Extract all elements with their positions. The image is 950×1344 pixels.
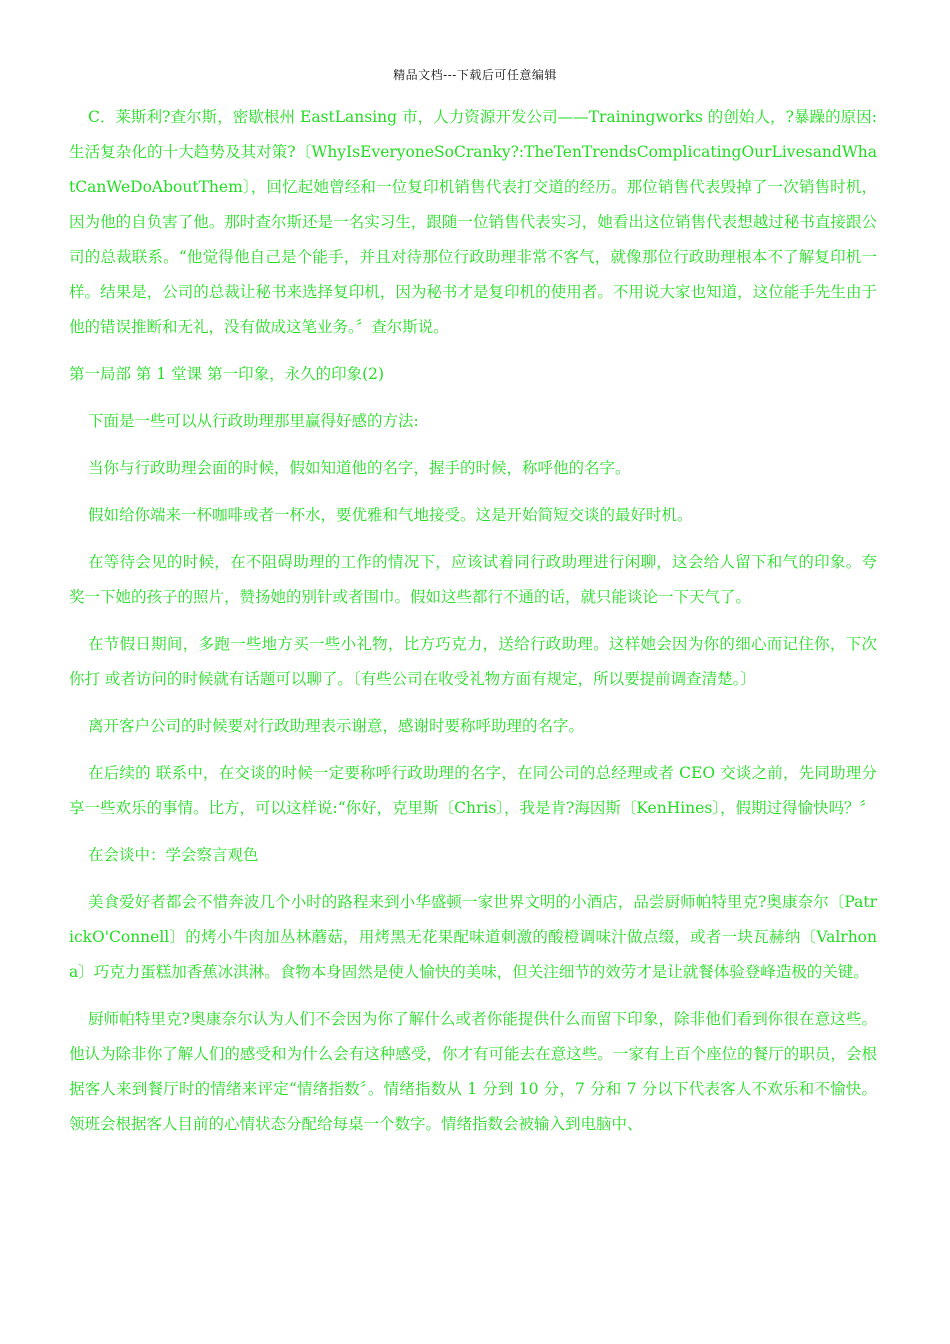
paragraph-intro-methods: 下面是一些可以从行政助理那里赢得好感的方法: xyxy=(88,412,419,430)
paragraph-mood-index: 厨师帕特里克?奥康奈尔认为人们不会因为你了解什么或者你能提供什么而留下印象，除非他们看到你很在意这些。他认为除非你了解人们的感受和为什么会有这种感受，你才有可能去在意这些。一家有上百个座位的餐厅的职员，会根据客人来到餐厅时的情绪来评定“情绪指数〞。情绪指数从 1 分到 10 分，7 分和 7 分以下代表客人不欢乐和不愉快。领班会根据客人目前的心情状态分配给每桌一个数字。情绪指数会被输入到电脑中、 xyxy=(69,1010,877,1133)
page-header: 精品文档---下载后可任意编辑 xyxy=(393,68,557,82)
paragraph-follow-up: 在后续的 联系中，在交谈的时候一定要称呼行政助理的名字，在同公司的总经理或者 CEO 交谈之前，先同助理分享一些欢乐的事情。比方，可以这样说:“你好，克里斯〔Chris〕，我是肯?海因斯〔KenHines〕，假期过得愉快吗？〞 xyxy=(69,764,877,817)
paragraph-charles-story: C．莱斯利?查尔斯，密歇根州 EastLansing 市，人力资源开发公司——Trainingworks 的创始人，?暴躁的原因:生活复杂化的十大趋势及其对策?〔WhyIsEveryoneSoCranky?:TheTenTrendsComplicatingOurLivesandWhatCanWeDoAboutThem〕，回忆起她曾经和一位复印机销售代表打交道的经历。那位销售代表毁掉了一次销售时机，因为他的自负害了他。那时查尔斯还是一名实习生，跟随一位销售代表实习，她看出这位销售代表想越过秘书直接跟公司的总裁联系。“他觉得他自己是个能手，并且对待那位行政助理非常不客气，就像那位行政助理根本不了解复印机一样。结果是，公司的总裁让秘书来选择复印机，因为秘书才是复印机的使用者。不用说大家也知道，这位能手先生由于他的错误推断和无礼，没有做成这笔业务。〞查尔斯说。 xyxy=(69,108,877,336)
document-body xyxy=(69,100,877,1154)
paragraph-waiting: 在等待会见的时候，在不阻碍助理的工作的情况下，应该试着同行政助理进行闲聊，这会给人留下和气的印象。夸奖一下她的孩子的照片，赞扬她的别针或者围巾。假如这些都行不通的话，就只能谈论一下天气了。 xyxy=(69,553,877,606)
paragraph-holiday-gifts: 在节假日期间，多跑一些地方买一些小礼物，比方巧克力，送给行政助理。这样她会因为你的细心而记住你，下次你打 或者访问的时候就有话题可以聊了。〔有些公司在收受礼物方面有规定，所以要提前调查清楚。〕 xyxy=(69,635,877,688)
paragraph-coffee: 假如给你端来一杯咖啡或者一杯水，要优雅和气地接受。这是开始简短交谈的最好时机。 xyxy=(88,506,693,524)
section-heading: 第一局部 第 1 堂课 第一印象，永久的印象(2) xyxy=(69,365,385,383)
subheading-observe: 在会谈中：学会察言观色 xyxy=(88,846,259,864)
paragraph-thanks: 离开客户公司的时候要对行政助理表示谢意，感谢时要称呼助理的名字。 xyxy=(88,717,585,735)
paragraph-food-lovers: 美食爱好者都会不惜奔波几个小时的路程来到小华盛顿一家世界文明的小酒店，品尝厨师帕特里克?奥康奈尔〔PatrickO'Connell〕的烤小牛肉加丛林蘑菇，用烤黑无花果配味道刺激的酸橙调味汁做点缀，或者一块瓦赫纳〔Valrhona〕巧克力蛋糕加香蕉冰淇淋。食物本身固然是使人愉快的美味，但关注细节的效劳才是让就餐体验登峰造极的关键。 xyxy=(69,893,877,981)
paragraph-handshake: 当你与行政助理会面的时候，假如知道他的名字，握手的时候，称呼他的名字。 xyxy=(88,459,631,477)
